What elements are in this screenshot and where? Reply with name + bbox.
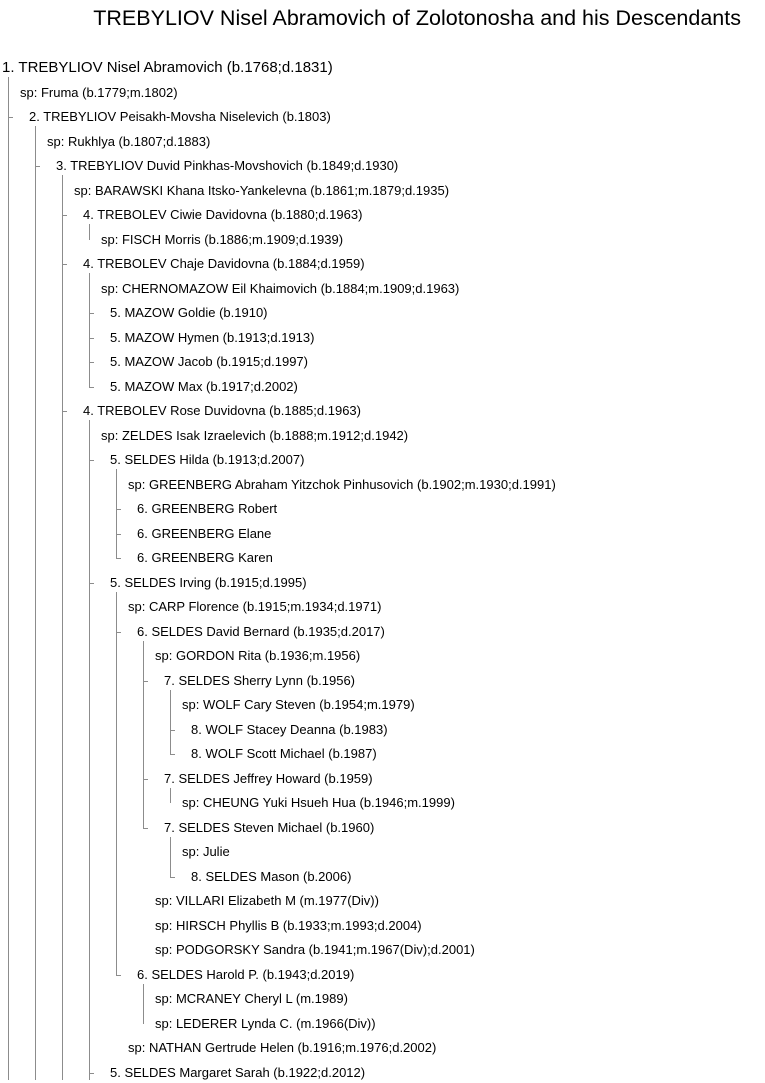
person-label: 8. WOLF Stacey Deanna (b.1983) [191, 721, 388, 737]
connector-tick [8, 117, 13, 118]
connector-line [143, 641, 144, 828]
spouse-label: sp: GREENBERG Abraham Yitzchok Pinhusovich (b.1902;m.1930;d.1991) [128, 476, 556, 492]
person-label: 3. TREBYLIOV Duvid Pinkhas-Movshovich (b.1849;d.1930) [56, 158, 399, 173]
person-label: 6. SELDES Harold P. (b.1943;d.2019) [137, 966, 355, 982]
person-label: 6. GREENBERG Robert [137, 501, 278, 516]
person-label: 2. TREBYLIOV Peisakh-Movsha Niselevich (b.1803) [29, 109, 331, 124]
spouse-label: sp: GORDON Rita (b.1936;m.1956) [155, 648, 361, 663]
connector-line [35, 126, 36, 1080]
connector-tick [89, 338, 94, 339]
connector-tick [116, 558, 121, 559]
connector-line [170, 690, 171, 755]
spouse-label: sp: Fruma (b.1779;m.1802) [20, 84, 178, 100]
spouse-label: sp: Julie [182, 844, 230, 859]
connector-tick [170, 730, 175, 731]
connector-tick [89, 387, 94, 388]
connector-line [143, 984, 144, 1024]
connector-tick [143, 681, 148, 682]
spouse-label: sp: LEDERER Lynda C. (m.1966(Div)) [155, 1015, 376, 1031]
connector-line [170, 837, 171, 877]
connector-tick [89, 362, 94, 363]
person-label: 7. SELDES Steven Michael (b.1960) [164, 819, 375, 835]
connector-tick [62, 264, 67, 265]
connector-line [116, 592, 117, 975]
connector-tick [89, 583, 94, 584]
spouse-label: sp: FISCH Morris (b.1886;m.1909;d.1939) [101, 231, 344, 247]
person-label: 4. TREBOLEV Ciwie Davidovna (b.1880;d.1963) [83, 207, 363, 222]
connector-tick [116, 632, 121, 633]
spouse-label: sp: NATHAN Gertrude Helen (b.1916;m.1976;d.2002) [128, 1040, 437, 1055]
connector-tick [89, 313, 94, 314]
connector-line [62, 175, 63, 1080]
person-label: 5. MAZOW Max (b.1917;d.2002) [110, 378, 298, 394]
connector-line [89, 273, 90, 387]
connector-tick [89, 1073, 94, 1074]
connector-line [89, 224, 90, 240]
spouse-label: sp: PODGORSKY Sandra (b.1941;m.1967(Div);d.2001) [155, 942, 475, 957]
person-label: 6. GREENBERG Karen [137, 550, 273, 565]
connector-tick [62, 215, 67, 216]
person-label: 5. MAZOW Goldie (b.1910) [110, 305, 268, 320]
connector-line [8, 77, 9, 1080]
spouse-label: sp: Rukhlya (b.1807;d.1883) [47, 133, 211, 149]
connector-tick [89, 460, 94, 461]
spouse-label: sp: MCRANEY Cheryl L (m.1989) [155, 991, 348, 1006]
person-label: 6. GREENBERG Elane [137, 525, 272, 541]
connector-tick [116, 534, 121, 535]
person-label: 5. MAZOW Jacob (b.1915;d.1997) [110, 354, 308, 369]
connector-tick [170, 754, 175, 755]
person-label: 7. SELDES Sherry Lynn (b.1956) [164, 672, 356, 688]
spouse-label: sp: ZELDES Isak Izraelevich (b.1888;m.1912;d.1942) [101, 427, 409, 443]
connector-line [89, 420, 90, 1080]
person-label: 8. SELDES Mason (b.2006) [191, 868, 352, 884]
person-label: 1. TREBYLIOV Nisel Abramovich (b.1768;d.1831) [2, 59, 333, 76]
spouse-label: sp: CARP Florence (b.1915;m.1934;d.1971) [128, 599, 382, 614]
spouse-label: sp: CHEUNG Yuki Hsueh Hua (b.1946;m.1999) [182, 795, 455, 810]
person-label: 7. SELDES Jeffrey Howard (b.1959) [164, 770, 373, 786]
connector-tick [143, 779, 148, 780]
person-label: 5. SELDES Hilda (b.1913;d.2007) [110, 452, 305, 467]
person-label: 4. TREBOLEV Rose Duvidovna (b.1885;d.1963) [83, 403, 361, 418]
person-label: 5. SELDES Irving (b.1915;d.1995) [110, 574, 307, 590]
connector-tick [170, 877, 175, 878]
person-label: 6. SELDES David Bernard (b.1935;d.2017) [137, 623, 385, 639]
connector-tick [35, 166, 40, 167]
person-label: 5. SELDES Margaret Sarah (b.1922;d.2012) [110, 1064, 366, 1080]
person-label: 4. TREBOLEV Chaje Davidovna (b.1884;d.1959) [83, 256, 365, 271]
spouse-label: sp: BARAWSKI Khana Itsko-Yankelevna (b.1861;m.1879;d.1935) [74, 182, 450, 198]
spouse-label: sp: CHERNOMAZOW Eil Khaimovich (b.1884;m.1909;d.1963) [101, 280, 460, 296]
spouse-label: sp: WOLF Cary Steven (b.1954;m.1979) [182, 697, 415, 712]
connector-line [116, 469, 117, 558]
spouse-label: sp: HIRSCH Phyllis B (b.1933;m.1993;d.2004) [155, 917, 422, 933]
person-label: 5. MAZOW Hymen (b.1913;d.1913) [110, 329, 315, 345]
connector-tick [143, 828, 148, 829]
connector-tick [116, 975, 121, 976]
connector-tick [116, 509, 121, 510]
connector-tick [62, 411, 67, 412]
spouse-label: sp: VILLARI Elizabeth M (m.1977(Div)) [155, 893, 379, 908]
page-title: TREBYLIOV Nisel Abramovich of Zolotonosha and his Descendants [93, 6, 741, 30]
person-label: 8. WOLF Scott Michael (b.1987) [191, 746, 377, 761]
connector-line [170, 788, 171, 804]
